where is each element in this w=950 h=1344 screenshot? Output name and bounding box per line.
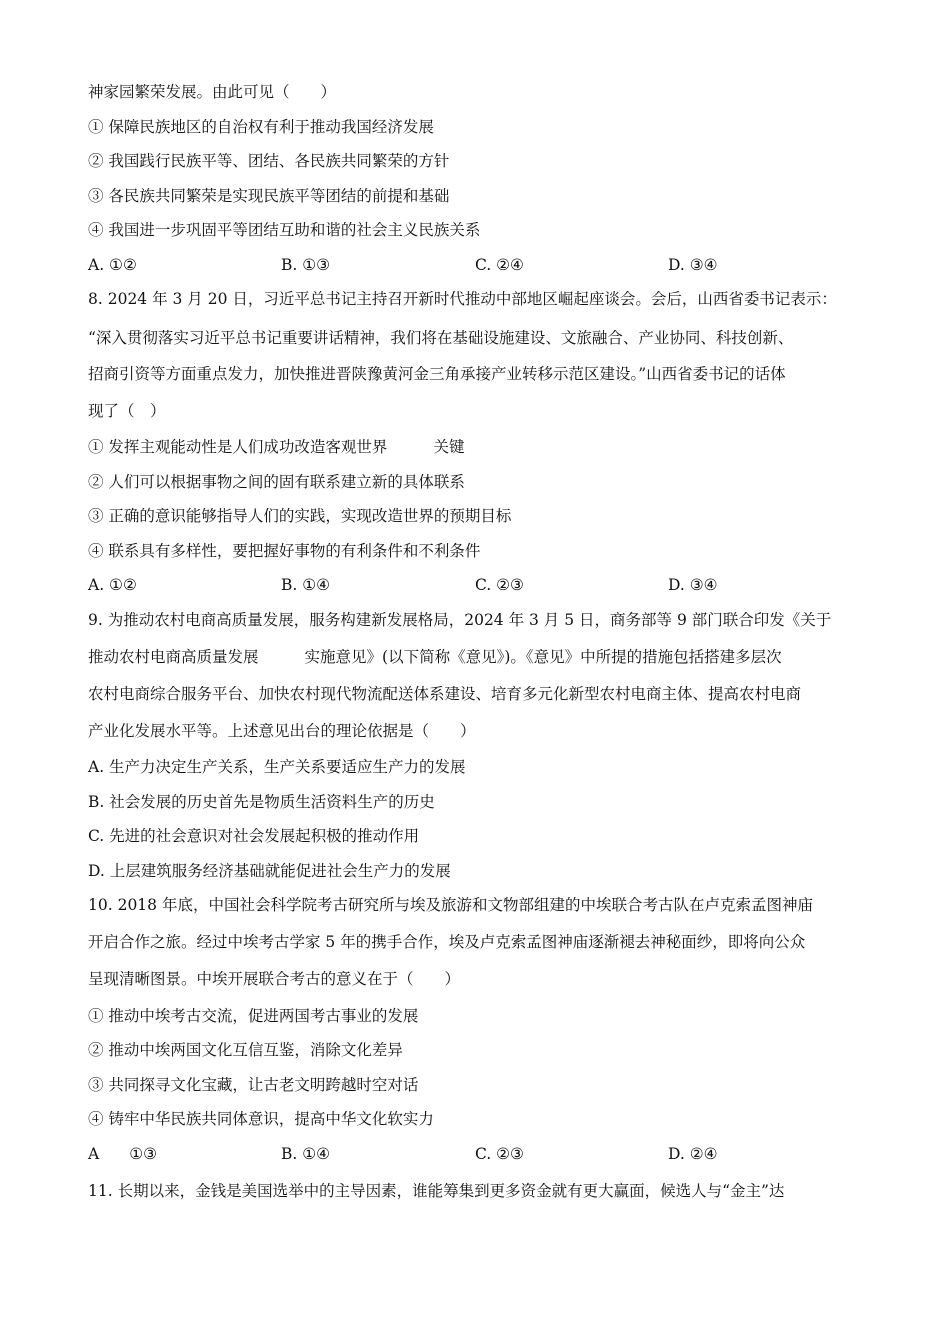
q10-option-a-value: ①③: [129, 1145, 157, 1163]
q9-choice-c[interactable]: C. 先进的社会意识对社会发展起积极的推动作用: [88, 827, 420, 845]
q9-stem-line-2: [88, 647, 782, 667]
q8-item-1: [88, 437, 464, 457]
q10-item-1: ① 推动中埃考古交流，促进两国考古事业的发展: [88, 1007, 419, 1025]
q10-option-a-letter: A: [88, 1145, 100, 1163]
q7-option-b[interactable]: B. ①③: [281, 256, 331, 274]
q8-stem-line-4: 现了（ ）: [88, 402, 166, 420]
q8-stem-line-3: 招商引资等方面重点发力，加快推进晋陕豫黄河金三角承接产业转移示范区建设。”山西省委书记的话体: [88, 365, 786, 383]
q9-stem-line-2a: 推动农村电商高质量发展: [88, 648, 259, 666]
q10-stem-line-1: 10. 2018 年底，中国社会科学院考古研究所与埃及旅游和文物部组建的中埃联合考古队在卢克索孟图神庙: [88, 896, 813, 914]
q8-stem-line-1: 8. 2024 年 3 月 20 日，习近平总书记主持召开新时代推动中部地区崛起座谈会。会后，山西省委书记表示：: [88, 290, 837, 308]
q7-item-1: ① 保障民族地区的自治权有利于推动我国经济发展: [88, 118, 434, 136]
q10-option-a[interactable]: [88, 1144, 157, 1164]
q10-option-b[interactable]: B. ①④: [281, 1145, 331, 1163]
q8-item-3: ③ 正确的意识能够指导人们的实践，实现改造世界的预期目标: [88, 507, 512, 525]
q8-option-d[interactable]: D. ③④: [668, 576, 718, 594]
q8-option-a[interactable]: A. ①②: [88, 576, 137, 594]
q8-option-b[interactable]: B. ①④: [281, 576, 331, 594]
q8-item-4: ④ 联系具有多样性，要把握好事物的有利条件和不利条件: [88, 542, 481, 560]
q10-option-c[interactable]: C. ②③: [475, 1145, 524, 1163]
q10-item-3: ③ 共同探寻文化宝藏，让古老文明跨越时空对话: [88, 1076, 419, 1094]
q10-item-2: ② 推动中埃两国文化互信互鉴，消除文化差异: [88, 1041, 403, 1059]
q10-option-d[interactable]: D. ②④: [668, 1145, 718, 1163]
q7-item-2: ② 我国践行民族平等、团结、各民族共同繁荣的方针: [88, 152, 450, 170]
q8-option-c[interactable]: C. ②③: [475, 576, 524, 594]
q10-stem-line-2: 开启合作之旅。经过中埃考古学家 5 年的携手合作，埃及卢克索孟图神庙逐渐褪去神秘面纱，即将向公众: [88, 933, 806, 951]
q9-choice-b[interactable]: B. 社会发展的历史首先是物质生活资料生产的历史: [88, 793, 435, 811]
q7-item-3: ③ 各民族共同繁荣是实现民族平等团结的前提和基础: [88, 187, 450, 205]
q8-item-2: ② 人们可以根据事物之间的固有联系建立新的具体联系: [88, 473, 465, 491]
q8-item-1-tail: 关键: [433, 438, 465, 456]
q8-item-1-text: ① 发挥主观能动性是人们成功改造客观世界: [88, 438, 388, 456]
q8-stem-line-2: “深入贯彻落实习近平总书记重要讲话精神，我们将在基础设施建设、文旅融合、产业协同、科技创新、: [88, 329, 794, 347]
q10-item-4: ④ 铸牢中华民族共同体意识，提高中华文化软实力: [88, 1110, 434, 1128]
q9-stem-line-3: 农村电商综合服务平台、加快农村现代物流配送体系建设、培育多元化新型农村电商主体、提高农村电商: [88, 685, 802, 703]
q9-stem-line-1: 9. 为推动农村电商高质量发展，服务构建新发展格局，2024 年 3 月 5 日，商务部等 9 部门联合印发《关于: [88, 611, 832, 629]
q9-stem-line-2b: 实施意见》(以下简称《意见》)。《意见》中所提的措施包括搭建多层次: [304, 648, 782, 666]
q7-item-4: ④ 我国进一步巩固平等团结互助和谐的社会主义民族关系: [88, 221, 481, 239]
q7-option-a[interactable]: A. ①②: [88, 256, 137, 274]
q7-option-c[interactable]: C. ②④: [475, 256, 524, 274]
q10-stem-line-3: 呈现清晰图景。中埃开展联合考古的意义在于（ ）: [88, 970, 461, 988]
q11-stem-line-1: 11. 长期以来，金钱是美国选举中的主导因素，谁能筹集到更多资金就有更大赢面，候选人与“金主”达: [88, 1182, 785, 1200]
q7-option-d[interactable]: D. ③④: [668, 256, 718, 274]
q9-choice-a[interactable]: A. 生产力决定生产关系，生产关系要适应生产力的发展: [88, 758, 466, 776]
q9-choice-d[interactable]: D. 上层建筑服务经济基础就能促进社会生产力的发展: [88, 862, 451, 880]
q9-stem-line-4: 产业化发展水平等。上述意见出台的理论依据是（ ）: [88, 722, 476, 740]
q7-stem-tail: 神家园繁荣发展。由此可见（ ）: [88, 83, 337, 101]
